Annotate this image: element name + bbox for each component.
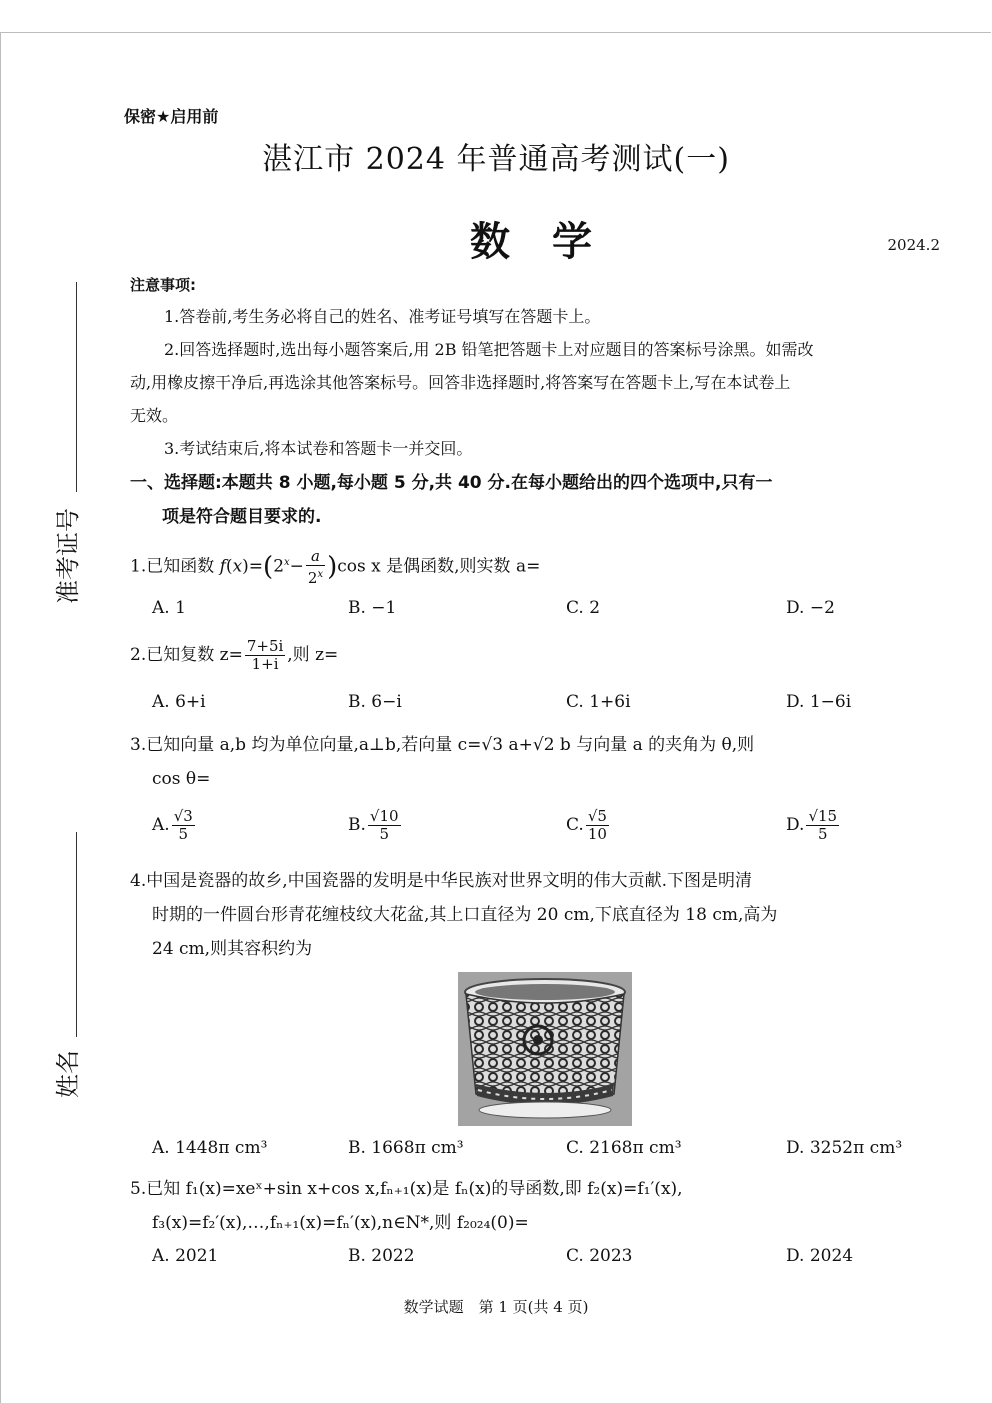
question-1-pre: 1.已知函数 <box>130 556 220 577</box>
q5-option-d: D. 2024 <box>786 1246 854 1266</box>
question-2-denominator: 1+i <box>251 655 279 673</box>
q3-option-a-den: 5 <box>178 825 189 843</box>
notice-heading: 注意事项: <box>130 276 196 294</box>
section-heading-line1: 一、选择题:本题共 8 小题,每小题 5 分,共 40 分.在每小题给出的四个选项中,只有一 <box>130 473 773 493</box>
q5-option-a: A. 2021 <box>152 1246 219 1266</box>
notice-item: 无效。 <box>130 406 179 425</box>
question-4-line1: 4.中国是瓷器的故乡,中国瓷器的发明是中华民族对世界文明的伟大贡献.下图是明清 <box>130 871 753 891</box>
q3-option-d-num: √15 <box>808 807 838 825</box>
q3-option-a-num: √3 <box>173 807 193 825</box>
question-1: 1.已知函数 $f(x)=(2^x-$ $\frac{a}{2^x}$ )cos x 是偶函数,则实数 a= <box>130 546 541 587</box>
name-line <box>76 832 77 1037</box>
question-1-formula: f <box>219 556 226 577</box>
q1-option-d: D. −2 <box>786 598 835 618</box>
name-label: 姓名 <box>54 1050 82 1098</box>
question-3 <box>130 728 942 796</box>
q3-option-c-label: C. <box>566 815 584 835</box>
q3-option-a-label: A. <box>152 815 170 835</box>
question-2 <box>130 638 942 673</box>
exam-number-label: 准考证号 <box>54 508 82 604</box>
question-2-post: ,则 z= <box>287 645 339 665</box>
q3-option-a <box>152 808 197 843</box>
question-4-line2: 时期的一件圆台形青花缠枝纹大花盆,其上口直径为 20 cm,下底直径为 18 cm,高为 <box>152 905 778 925</box>
q3-option-d-label: D. <box>786 815 805 835</box>
notice-item: 3.考试结束后,将本试卷和答题卡一并交回。 <box>164 439 473 458</box>
flowerpot-icon <box>458 972 632 1126</box>
question-4-line3: 24 cm,则其容积约为 <box>152 939 313 959</box>
section-heading <box>130 466 942 534</box>
notice-item: 2.回答选择题时,选出每小题答案后,用 2B 铅笔把答题卡上对应题目的答案标号涂黑。如需改 <box>164 340 814 359</box>
subject-title: 数学 <box>470 219 634 265</box>
q2-option-c: C. 1+6i <box>566 692 631 712</box>
q5-option-c: C. 2023 <box>566 1246 633 1266</box>
q5-option-b: B. 2022 <box>348 1246 415 1266</box>
question-2-pre: 2.已知复数 z= <box>130 645 243 665</box>
q1-option-c: C. 2 <box>566 598 601 618</box>
q4-option-c: C. 2168π cm³ <box>566 1138 682 1158</box>
question-3-line1: 3.已知向量 a,b 均为单位向量,a⊥b,若向量 c=√3 a+√2 b 与向量 a 的夹角为 θ,则 <box>130 735 755 755</box>
section-heading-line2: 项是符合题目要求的. <box>162 507 322 527</box>
q4-option-b: B. 1668π cm³ <box>348 1138 464 1158</box>
confidential-mark: 保密★启用前 <box>124 107 219 126</box>
q4-option-d: D. 3252π cm³ <box>786 1138 903 1158</box>
q3-option-b-num: √10 <box>369 807 399 825</box>
question-3-line2: cos θ= <box>152 769 211 789</box>
q1-option-a: A. 1 <box>152 598 186 618</box>
question-4 <box>130 864 942 966</box>
exam-date: 2024.2 <box>887 236 940 254</box>
question-5-line1: 5.已知 f₁(x)=xeˣ+sin x+cos x,fₙ₊₁(x)是 fₙ(x)的导函数,即 f₂(x)=f₁′(x), <box>130 1179 683 1199</box>
exam-number-line <box>76 282 77 492</box>
notice-item: 1.答卷前,考生务必将自己的姓名、准考证号填写在答题卡上。 <box>164 307 601 326</box>
q3-option-d <box>786 808 841 843</box>
q3-option-c <box>566 808 611 843</box>
q3-option-c-den: 10 <box>587 825 607 843</box>
q4-option-a: A. 1448π cm³ <box>152 1138 268 1158</box>
question-2-numerator: 7+5i <box>246 637 284 655</box>
q3-option-d-den: 5 <box>817 825 828 843</box>
q2-option-b: B. 6−i <box>348 692 402 712</box>
notice-item: 动,用橡皮擦干净后,再选涂其他答案标号。回答非选择题时,将答案写在答题卡上,写在本试卷上 <box>130 373 791 392</box>
q3-option-b <box>348 808 403 843</box>
q3-option-c-num: √5 <box>587 807 607 825</box>
q3-option-b-label: B. <box>348 815 366 835</box>
porcelain-flowerpot-image <box>458 972 632 1126</box>
q2-option-a: A. 6+i <box>152 692 206 712</box>
q2-option-d: D. 1−6i <box>786 692 852 712</box>
question-5 <box>130 1172 942 1240</box>
q1-option-b: B. −1 <box>348 598 397 618</box>
question-5-line2: f₃(x)=f₂′(x),…,fₙ₊₁(x)=fₙ′(x),n∈N*,则 f₂₀₂₄(0)= <box>152 1213 529 1233</box>
q3-option-b-den: 5 <box>379 825 389 843</box>
exam-title: 湛江市 2024 年普通高考测试(一) <box>262 142 730 177</box>
page-footer: 数学试题 第 1 页(共 4 页) <box>403 1298 589 1316</box>
question-1-post: cos x 是偶函数,则实数 a= <box>337 556 541 577</box>
